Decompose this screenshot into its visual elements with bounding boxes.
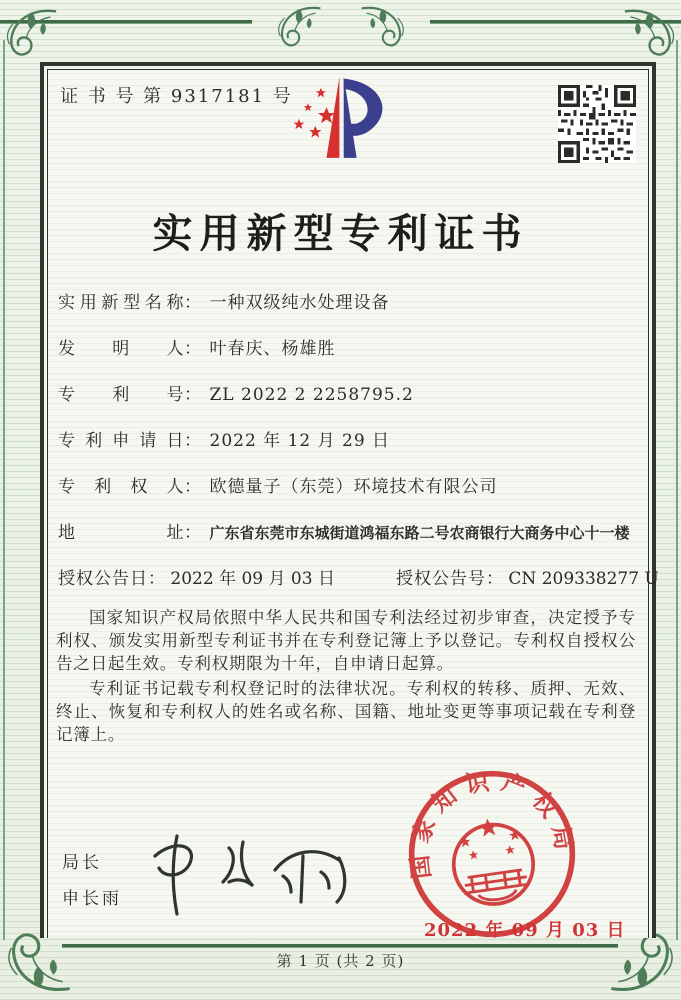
qr-code [558,85,636,163]
field-row-inventors [58,334,636,380]
signer-name: 申长雨 [62,889,122,909]
bottom-border-line [62,944,618,948]
field-colon: ： [148,569,165,589]
field-row-filing-date [58,426,636,472]
certificate-number: 证 书 号 第 9317181 号 [60,86,293,107]
field-value: 欧德量子（东莞）环境技术有限公司 [209,477,498,497]
field-value: ZL 2022 2 2258795.2 [209,385,414,405]
field-label: 授权公告日 [58,569,148,589]
field-row-patentee [58,472,636,518]
corner-ornament-top-right-icon [623,4,679,60]
grant-number [396,564,659,589]
field-colon: ： [486,569,503,589]
legal-text [56,606,636,748]
certificate-title: 实用新型专利证书 [152,210,529,257]
field-colon: ： [184,523,202,543]
field-row-address [58,518,636,564]
top-center-ornament-icon [250,0,432,52]
field-value: 2022 年 09 月 03 日 [170,569,335,589]
field-colon: ： [184,339,202,359]
field-row-name [58,288,636,334]
field-row-patent-number [58,380,636,426]
signer-title: 局长 [62,853,102,873]
grant-date [58,569,335,589]
field-label: 专利权人 [58,477,184,497]
field-colon: ： [184,431,202,451]
shen-changyu-signature-icon [125,822,370,920]
seal-text: 国家知识产权局 [404,766,580,881]
left-edge-line [3,40,5,940]
cnipa-logo-icon [286,68,398,172]
right-edge-line [676,40,678,940]
field-value: CN 209338277 U [508,569,659,589]
field-value: 一种双级纯水处理设备 [209,293,390,313]
field-label: 专利申请日 [58,431,184,451]
field-label: 授权公告号 [396,569,486,589]
field-colon: ： [184,293,202,313]
legal-paragraph-2: 专利证书记载专利权登记时的法律状况。专利权的转移、质押、无效、终止、恢复和专利权人的姓名或名称、国籍、地址变更等事项记载在专利登记簿上。 [56,679,636,744]
corner-ornament-top-left-icon [2,4,58,60]
field-colon: ： [184,385,202,405]
field-value: 2022 年 12 月 29 日 [209,431,391,451]
field-row-grant [58,564,659,610]
field-value: 广东省东莞市东城街道鸿福东路二号农商银行大商务中心十一楼 [209,524,630,542]
field-label: 地址 [58,523,184,543]
field-colon: ： [184,477,202,497]
seal-date: 2022 年 09 月 03 日 [424,920,626,941]
field-value: 叶春庆、杨雄胜 [209,339,336,359]
legal-paragraph-1: 国家知识产权局依照中华人民共和国专利法经过初步审查，决定授予专利权、颁发实用新型专利证书并在专利登记簿上予以登记。专利权自授权公告之日起生效。专利权期限为十年，自申请日起算。 [56,608,636,673]
page-footer: 第 1 页 (共 2 页) [276,952,405,970]
field-label: 发明人 [58,339,184,359]
field-list [58,288,659,610]
field-label: 实用新型名称 [58,293,184,313]
field-label: 专利号 [58,385,184,405]
